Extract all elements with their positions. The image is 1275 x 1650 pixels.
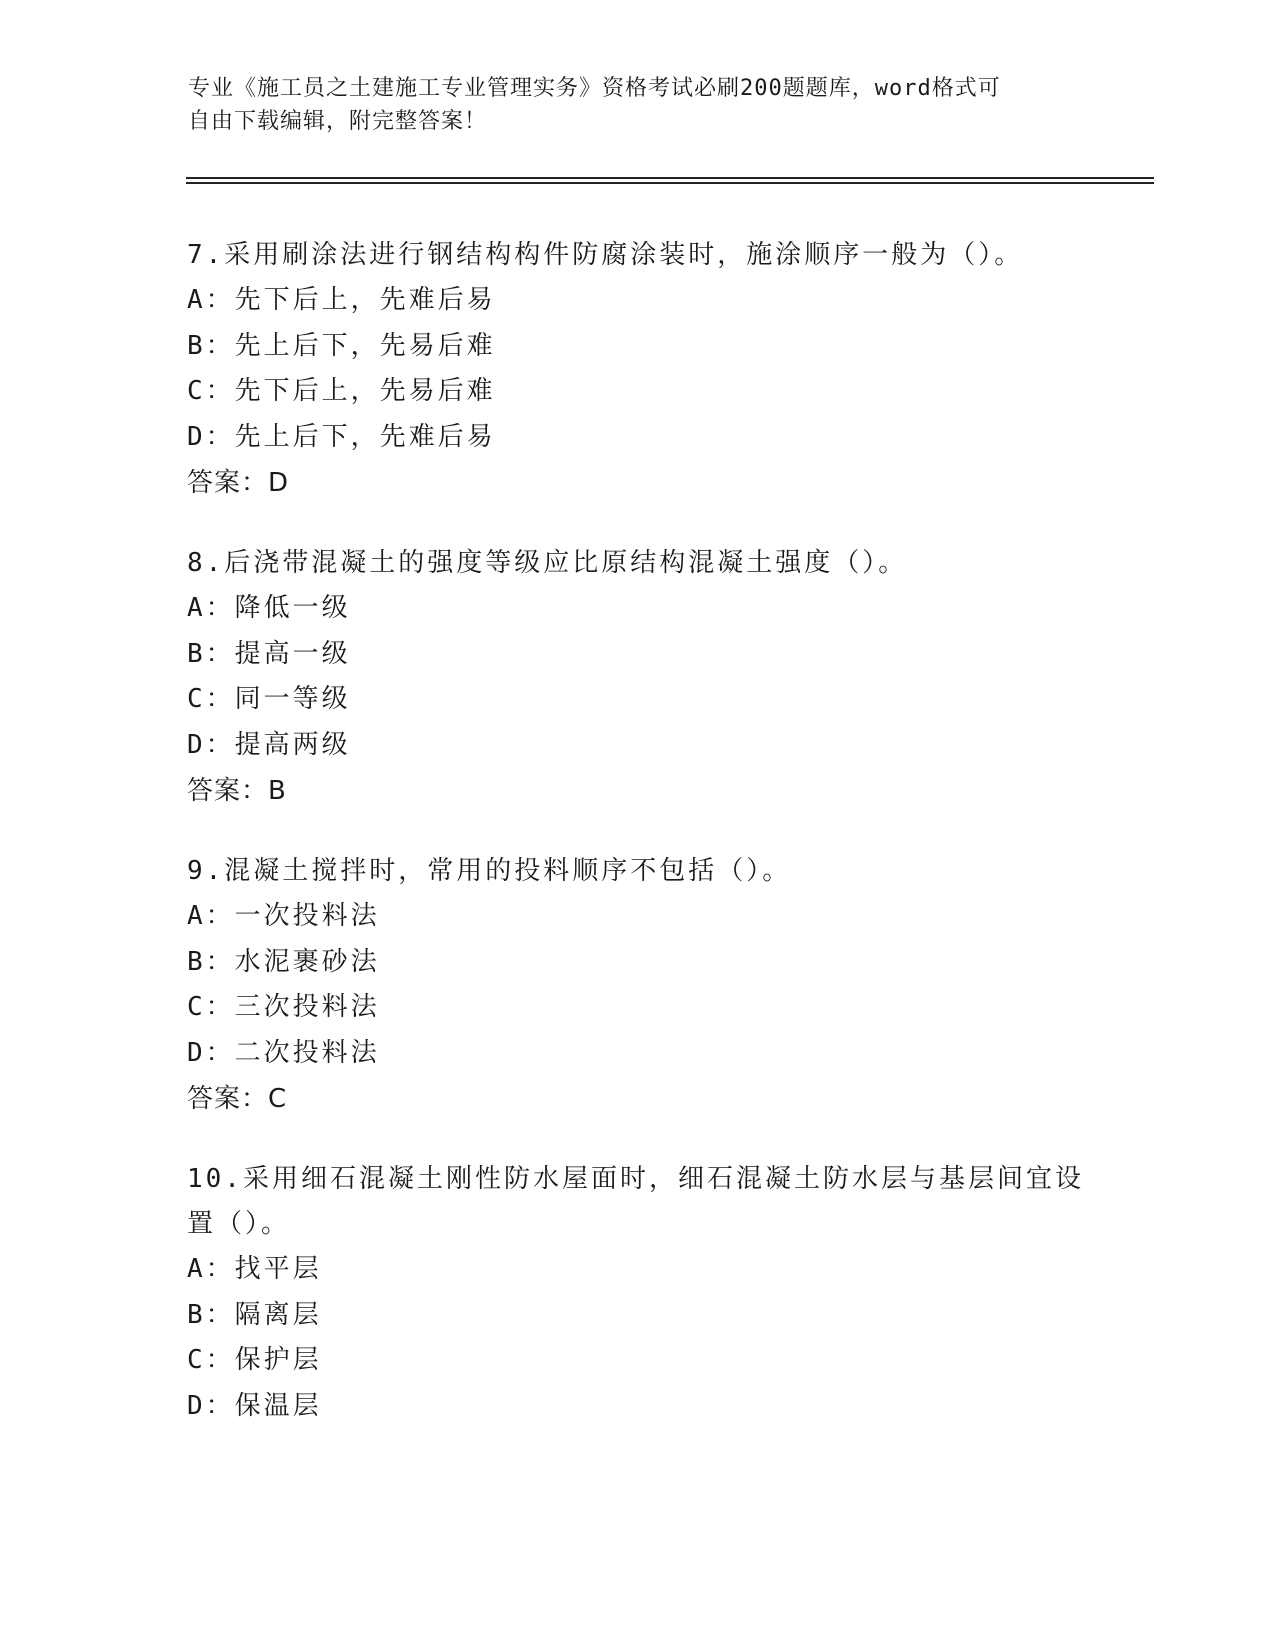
question-stem: 8.后浇带混凝土的强度等级应比原结构混凝土强度（）。	[187, 548, 908, 578]
option-a: A：降低一级	[187, 593, 351, 623]
header-line-2: 自由下载编辑，附完整答案！	[188, 109, 488, 134]
option-d: D：二次投料法	[187, 1037, 380, 1068]
answer-text: 答案：B	[187, 776, 287, 806]
question-list	[187, 233, 1087, 1464]
header-divider-bottom	[186, 182, 1154, 184]
question-9	[187, 849, 1087, 1122]
question-7	[187, 233, 1087, 506]
question-10	[187, 1157, 1087, 1429]
document-header	[188, 72, 1068, 138]
option-a: A：一次投料法	[187, 901, 380, 931]
option-d: D：先上后下，先难后易	[187, 421, 496, 452]
option-c: C：同一等级	[187, 684, 351, 714]
header-divider-top	[186, 177, 1154, 179]
option-b: B：先上后下，先易后难	[187, 330, 496, 361]
option-c: C：先下后上，先易后难	[187, 376, 496, 406]
option-b: B：提高一级	[187, 638, 351, 669]
answer-text: 答案：C	[187, 1084, 288, 1114]
option-d: D：提高两级	[187, 729, 351, 760]
question-8	[187, 541, 1087, 814]
option-a: A：找平层	[187, 1254, 322, 1284]
option-a: A：先下后上，先难后易	[187, 285, 496, 315]
option-b: B：隔离层	[187, 1299, 322, 1330]
answer-text: 答案：D	[187, 468, 290, 498]
question-stem: 7.采用刷涂法进行钢结构构件防腐涂装时，施涂顺序一般为（）。	[187, 240, 1024, 270]
option-b: B：水泥裹砂法	[187, 946, 380, 977]
option-d: D：保温层	[187, 1390, 322, 1421]
question-stem: 9.混凝土搅拌时，常用的投料顺序不包括（）。	[187, 856, 792, 886]
option-c: C：三次投料法	[187, 992, 380, 1022]
question-stem: 10.采用细石混凝土刚性防水屋面时，细石混凝土防水层与基层间宜设置（）。	[187, 1164, 1084, 1239]
option-c: C：保护层	[187, 1345, 322, 1375]
header-line-1: 专业《施工员之土建施工专业管理实务》资格考试必刷200题题库，word格式可	[188, 76, 1001, 101]
